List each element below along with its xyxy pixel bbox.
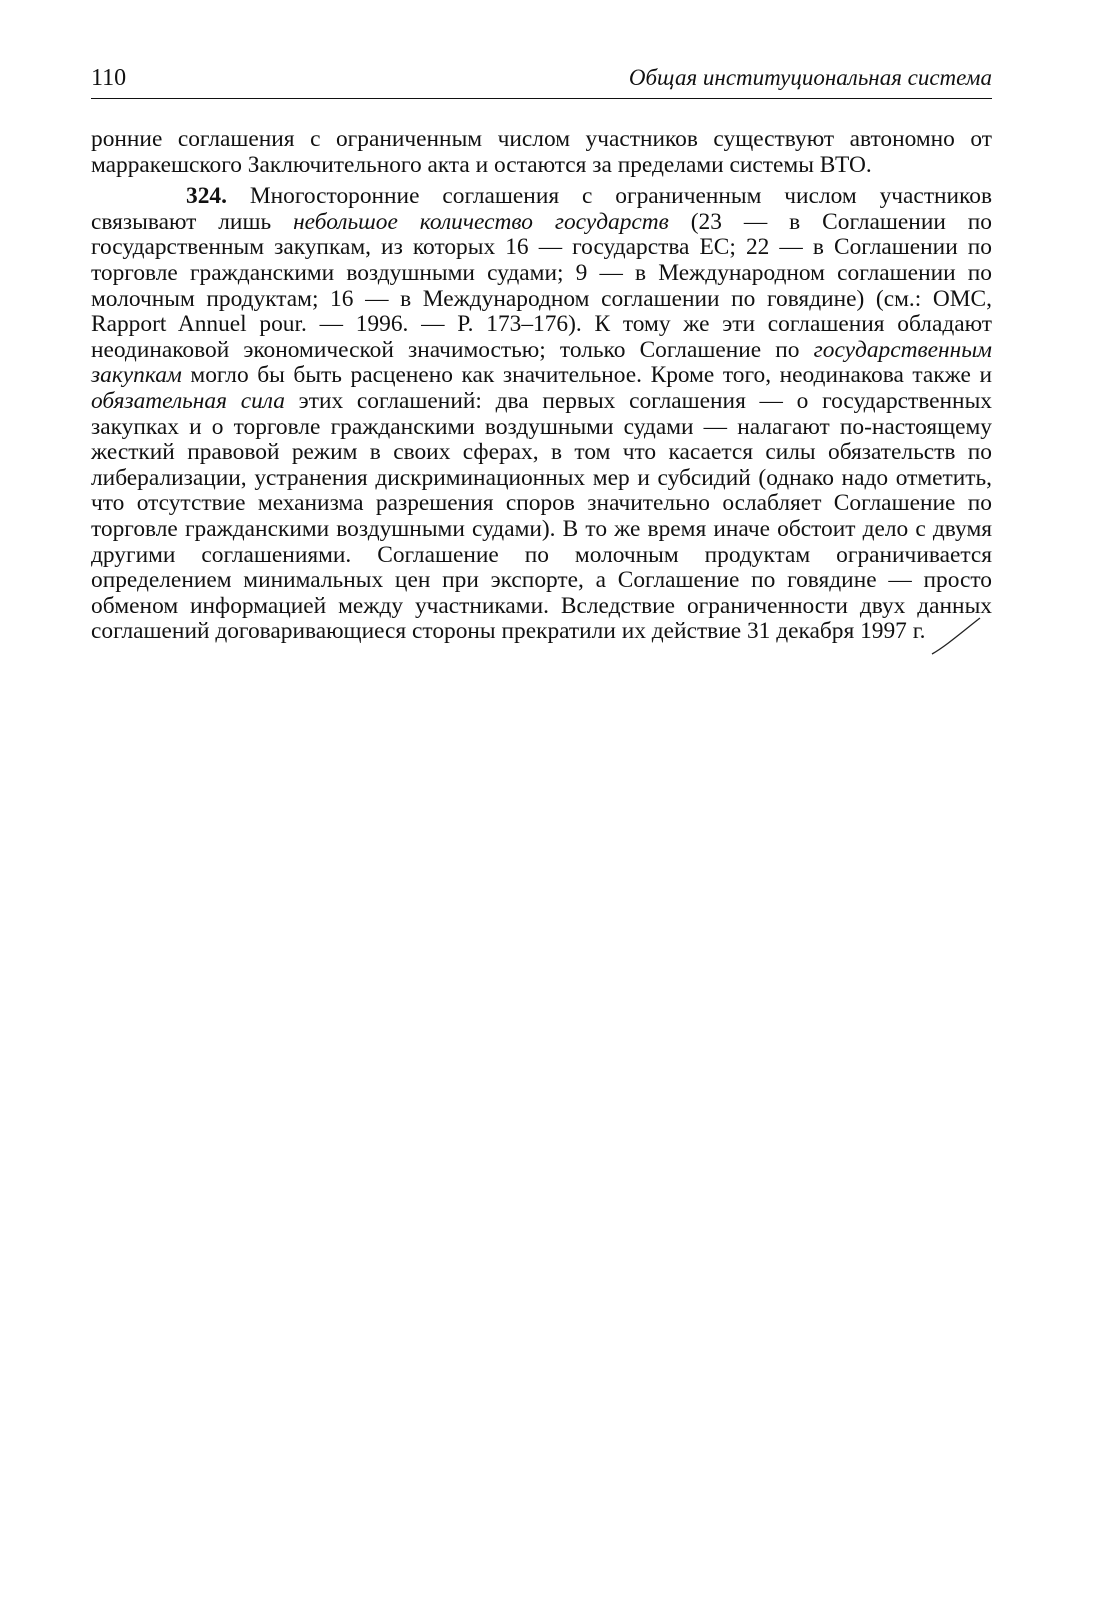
page-number: 110 <box>91 65 127 91</box>
text-segment: этих соглашений: два первых соглашения — о государственных закупках и о торговле гражданскими воздушными судами — налагают по-настоящему жесткий правовой режим в своих сферах, в том что касается силы обязательств по либерализации, устранения дискриминационных мер и субсидий (однако надо отметить, что отсутствие механизма разрешения споров значительно ослабляет Соглашение по торговле гражданскими воздушными судами). В то же время иначе обстоит дело с двумя другими соглашениями. Соглашение по молочным продуктам ограничивается определением минимальных цен при экспорте, а Соглашение по говядине — просто обменом информацией между участниками. Вследствие ограниченности двух данных соглашений договаривающиеся стороны прекратили их действие 31 декабря 1997 г. <box>91 387 992 645</box>
text-segment-italic: небольшое количество государств <box>293 208 669 235</box>
paragraph-324 <box>91 184 992 645</box>
text-segment: Многосторонние соглашения с ограниченным числом участников связывают лишь <box>91 183 992 235</box>
text-segment-italic: обязательная сила <box>91 387 285 414</box>
body-text <box>91 127 992 645</box>
text-segment: (23 — в Соглашении по государственным закупкам, из которых 16 — государства ЕС; 22 — в Соглашении по торговле гражданскими воздушными судами; 9 — в Международном соглашении по молочным продуктам; 16 — в Международном соглашении по говядине) (см.: ОМС, Rapport Annuel pour. — 1996. — P. 173–176). К тому же эти соглашения обладают неодинаковой экономической значимостью; только Соглашение по <box>91 208 992 363</box>
text-segment-italic: государственным закупкам <box>91 336 992 389</box>
paragraph-number: 324. <box>186 183 227 210</box>
page-header <box>91 62 992 99</box>
running-title: Общая институциональная система <box>628 65 992 90</box>
paragraph-continuation <box>91 127 992 178</box>
text-segment: могло бы быть расценено как значительное. Кроме того, неодинакова также и <box>181 362 992 389</box>
text-segment: ронние соглашения с ограниченным числом участников существуют автономно от марракешского Заключительного акта и остаются за пределами системы ВТО. <box>91 126 992 178</box>
